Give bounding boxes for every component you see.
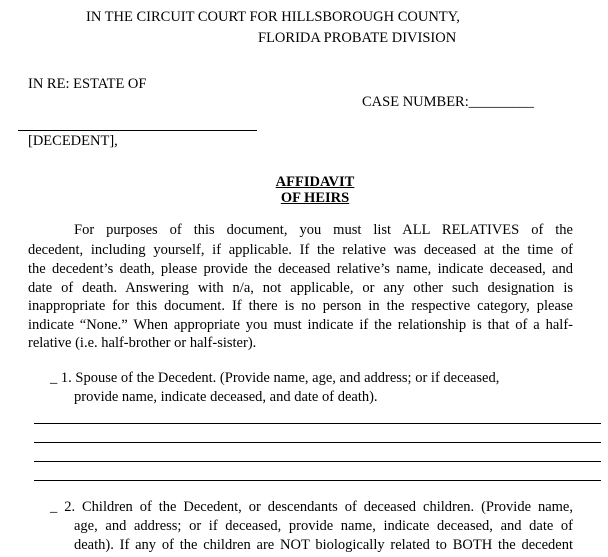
answer-line [34,423,601,424]
item-line: death). If any of the children are NOT biologically related to BOTH the decedent [74,537,573,553]
intro-line: indicate “None.” When appropriate you must indicate if the relationship is that of a half- [28,317,573,333]
division-line: FLORIDA PROBATE DIVISION [258,30,457,46]
intro-line: inappropriate for this document. If there is no person in the respective category, please [28,298,573,314]
answer-line [34,461,601,462]
in-re-label: IN RE: ESTATE OF [28,76,147,92]
answer-line [34,442,601,443]
case-number: CASE NUMBER:_________ [362,94,535,110]
intro-line: date of death. Answering with n/a, not applicable, or any other such designation is [28,280,573,296]
title-line-2: OF HEIRS [280,190,350,206]
item-line: provide name, indicate deceased, and date of death). [74,389,378,405]
answer-line [34,480,601,481]
intro-line: relative (i.e. half-brother or half-sister). [28,335,257,351]
item-line: _ 2. Children of the Decedent, or descendants of deceased children. (Provide name, [50,499,573,515]
intro-line: decedent, including yourself, if applicable. If the relative was deceased at the time of [28,242,573,258]
intro-line: For purposes of this document, you must list ALL RELATIVES of the [74,222,573,238]
title-line-1: AFFIDAVIT [275,174,355,190]
item-line: _ 1. Spouse of the Decedent. (Provide name, age, and address; or if deceased, [50,370,500,386]
court-line: IN THE CIRCUIT COURT FOR HILLSBOROUGH COUNTY, [86,9,460,25]
intro-line: the decedent’s death, please provide the deceased relative’s name, indicate deceased, and [28,261,573,277]
item-line: age, and address; or if deceased, provide name, indicate deceased, and date of [74,518,573,534]
decedent-placeholder: [DECEDENT], [28,133,118,149]
decedent-name-line [18,130,257,131]
